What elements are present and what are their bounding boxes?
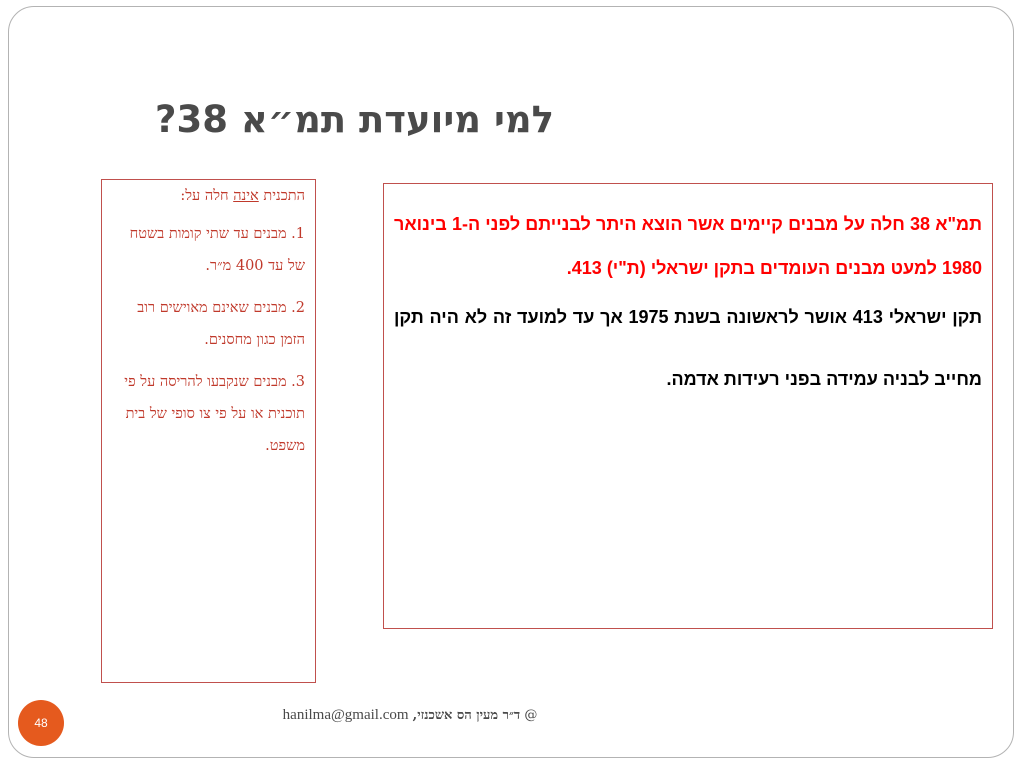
applicability-paragraph: תמ"א 38 חלה על מבנים קיימים אשר הוצא היתר לבנייתם לפני ה-1 בינואר 1980 למעט מבנים העומדים בתקן ישראלי (ת"י) 413. [394,214,982,278]
page-number-badge: 48 [18,700,64,746]
exclusions-intro [110,185,305,207]
exclusions-box [101,179,316,683]
exclusion-item-1: 1. מבנים עד שתי קומות בשטח של עד 400 מ״ר. [129,226,305,274]
exclusion-item-3: 3. מבנים שנקבעו להריסה על פי תוכנית או על פי צו סופי של בית משפט. [124,374,305,454]
standard-history-paragraph: תקן ישראלי 413 אושר לראשונה בשנת 1975 אך עד למועד זה לא היה תקן מחייב לבניה עמידה בפני רעידות אדמה. [394,307,982,389]
footer-email: hanilma@gmail.com [282,707,409,723]
intro-after: חלה על: [180,188,234,204]
footer-copyright: @ [524,708,538,723]
footer [200,703,620,727]
exclusion-item-2: 2. מבנים שאינם מאוישים רוב הזמן כגון מחסנים. [137,300,305,348]
intro-underlined: אינה [233,188,259,204]
intro-before: התכנית [258,188,305,204]
footer-author: ד״ר מעין הס אשכנזי, [412,708,521,723]
main-content-box [383,183,993,629]
slide-title: למי מיועדת תמ״א 38? [155,98,554,141]
